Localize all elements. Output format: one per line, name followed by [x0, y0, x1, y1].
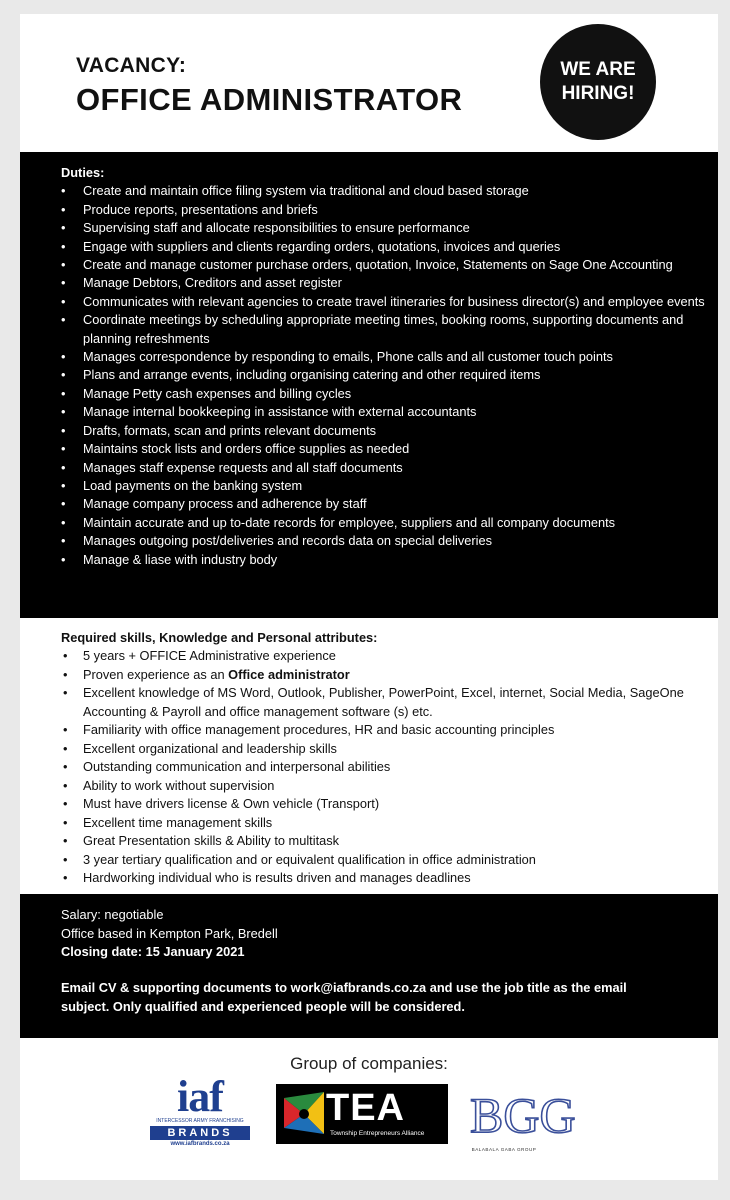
duty-item: • Create and manage customer purchase orders, quotation, Invoice, Statements on Sage One Accounting: [61, 256, 718, 274]
skill-item: • Familiarity with office management procedures, HR and basic accounting principles: [61, 721, 701, 740]
bgg-logo-tagline: BALABALA GABA GROUP: [471, 1147, 537, 1152]
tea-logo: [276, 1084, 448, 1144]
iaf-brands-logo: [150, 1072, 250, 1158]
hiring-badge: [540, 24, 656, 140]
duty-item: • Manages correspondence by responding to emails, Phone calls and all customer touch points: [61, 348, 718, 366]
duty-item: • Load payments on the banking system: [61, 477, 718, 495]
skill-item: • Great Presentation skills & Ability to multitask: [61, 832, 701, 851]
skill-item-bold-text: Office administrator: [228, 666, 350, 682]
duties-section: [20, 152, 718, 618]
skill-item: • Excellent knowledge of MS Word, Outlook, Publisher, PowerPoint, Excel, internet, Social Media, SageOne Accounting & Payroll and office management software (s) etc.: [61, 684, 701, 721]
skill-item: • Must have drivers license & Own vehicle (Transport): [61, 795, 701, 814]
skill-item: • Ability to work without supervision: [61, 777, 701, 796]
duty-item: • Manage internal bookkeeping in assistance with external accountants: [61, 403, 718, 421]
duty-item: • Communicates with relevant agencies to create travel itineraries for business director(s) and employee events: [61, 293, 718, 311]
duties-list: [61, 182, 718, 569]
tea-logo-mark: [280, 1088, 328, 1140]
skill-item-text: Proven experience as an: [83, 666, 229, 682]
iaf-logo-mark: iaf: [177, 1072, 223, 1121]
duty-item: • Manages staff expense requests and all staff documents: [61, 459, 718, 477]
skills-section: [61, 628, 701, 888]
skill-item: • Excellent time management skills: [61, 814, 701, 833]
duty-item: • Supervising staff and allocate responsibilities to ensure performance: [61, 219, 718, 237]
duty-item: • Plans and arrange events, including organising catering and other required items: [61, 366, 718, 384]
hiring-badge-line1: WE ARE: [560, 59, 636, 80]
duties-heading: Duties:: [61, 165, 105, 180]
email-instructions: Email CV & supporting documents to work@iafbrands.co.za and use the job title as the email subject. Only qualified and experienced people will be considered.: [61, 979, 627, 1014]
duty-item: • Engage with suppliers and clients regarding orders, quotations, invoices and queries: [61, 238, 718, 256]
skill-item: [61, 666, 701, 685]
closing-date-value: 15 January 2021: [145, 944, 245, 959]
vacancy-label: VACANCY:: [76, 54, 187, 77]
duty-item: • Manage company process and adherence by staff: [61, 495, 718, 513]
salary-text: Salary: negotiable: [61, 907, 164, 922]
skill-item: • 5 years + OFFICE Administrative experience: [61, 647, 701, 666]
hiring-badge-line2: HIRING!: [561, 83, 635, 104]
iaf-logo-tagline: INTERCESSOR ARMY FRANCHISING: [156, 1118, 244, 1124]
skill-item: • Hardworking individual who is results driven and manages deadlines: [61, 869, 701, 888]
skills-heading: Required skills, Knowledge and Personal attributes:: [61, 630, 378, 645]
skill-item: • 3 year tertiary qualification and or equivalent qualification in office administration: [61, 851, 701, 870]
duty-item: • Manages outgoing post/deliveries and records data on special deliveries: [61, 532, 718, 550]
bgg-logo-letters: BGG: [470, 1087, 576, 1143]
closing-date: [61, 943, 718, 962]
duty-item: • Manage Petty cash expenses and billing cycles: [61, 385, 718, 403]
duty-item: • Maintains stock lists and orders office supplies as needed: [61, 440, 718, 458]
job-title: OFFICE ADMINISTRATOR: [76, 82, 463, 117]
iaf-logo-brands: BRANDS: [150, 1126, 250, 1140]
iaf-logo-url: www.iafbrands.co.za: [170, 1141, 230, 1147]
duty-item: • Produce reports, presentations and briefs: [61, 201, 718, 219]
duty-item: • Drafts, formats, scan and prints relevant documents: [61, 422, 718, 440]
duty-item: • Manage & liase with industry body: [61, 551, 718, 569]
closing-date-label: Closing date:: [61, 944, 143, 959]
application-info-section: [20, 894, 718, 1038]
tea-logo-word: TEA: [326, 1087, 405, 1129]
skill-item: • Outstanding communication and interpersonal abilities: [61, 758, 701, 777]
skills-list: [61, 647, 701, 888]
location-text: Office based in Kempton Park, Bredell: [61, 925, 278, 941]
bgg-logo: [468, 1080, 576, 1154]
duty-item: • Create and maintain office filing system via traditional and cloud based storage: [61, 182, 718, 200]
bgg-logo-mark: [468, 1080, 576, 1143]
duty-item: • Maintain accurate and up to-date records for employee, suppliers and all company documents: [61, 514, 718, 532]
duty-item: • Coordinate meetings by scheduling appropriate meeting times, booking rooms, supporting documents and planning refreshments: [61, 311, 718, 348]
vacancy-flyer: [20, 14, 718, 1180]
duty-item: • Manage Debtors, Creditors and asset register: [61, 274, 718, 292]
group-of-companies-label: Group of companies:: [290, 1054, 448, 1073]
skill-item: • Excellent organizational and leadership skills: [61, 740, 701, 759]
tea-logo-tagline: Township Entrepreneurs Alliance: [330, 1130, 425, 1137]
